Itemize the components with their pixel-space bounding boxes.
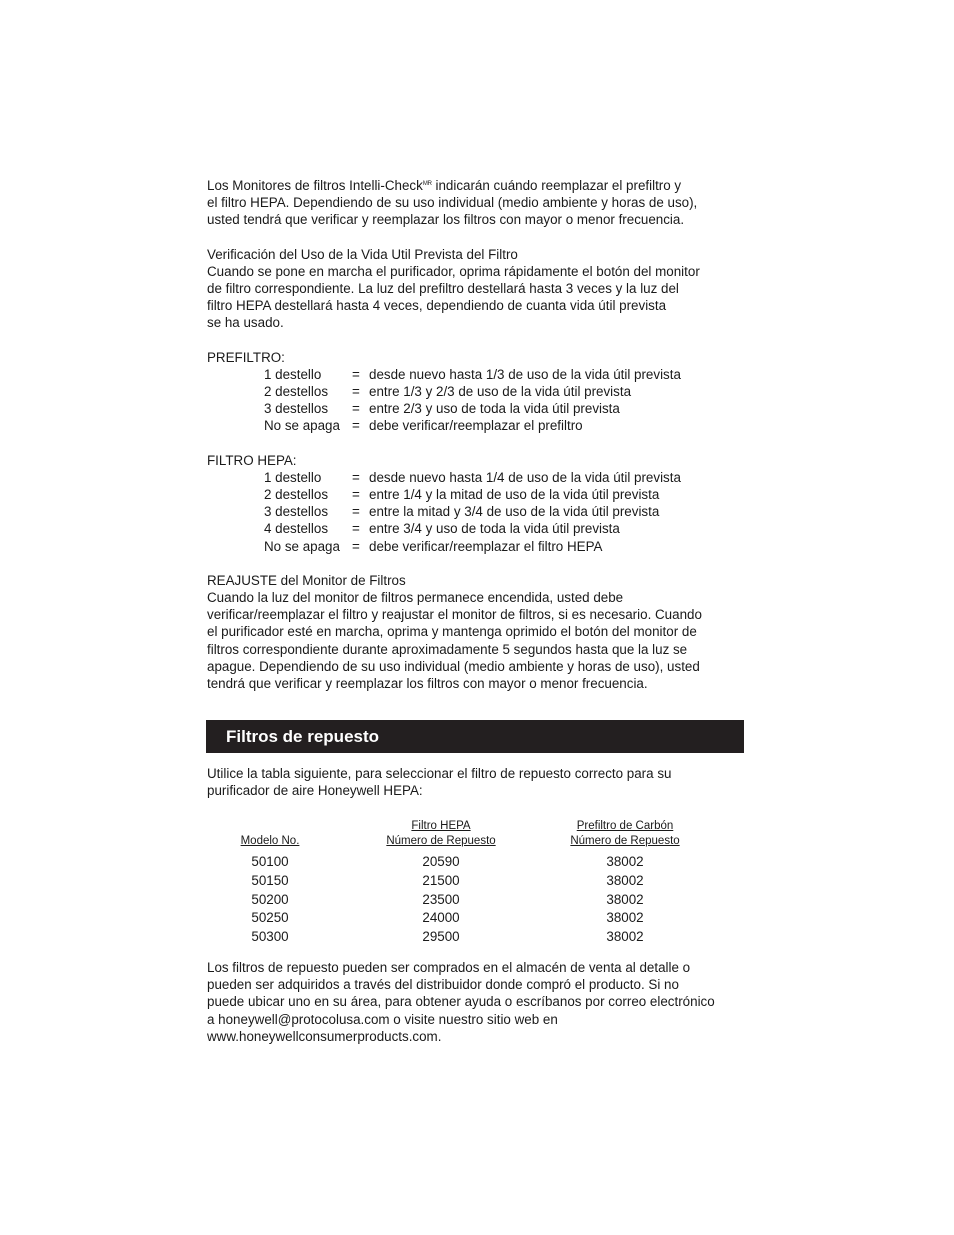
flash-meaning: debe verificar/reemplazar el prefiltro (369, 418, 583, 434)
purchase-info (207, 959, 747, 1045)
prefilter-section (207, 349, 747, 435)
flash-meaning: desde nuevo hasta 1/3 de uso de la vida útil prevista (369, 366, 681, 382)
model-cell: 50100 (251, 854, 289, 869)
header-line-2: Número de Repuesto (570, 835, 680, 847)
table-row (215, 872, 693, 891)
equals-sign: = (352, 418, 360, 434)
intro-paragraph (207, 176, 747, 229)
column-header-prefilter (557, 819, 693, 853)
replacement-intro-line: Utilice la tabla siguiente, para seleccionar el filtro de repuesto correcto para su (207, 766, 672, 781)
intro-line-3: usted tendrá que verificar y reemplazar los filtros con mayor o menor frecuencia. (207, 212, 685, 228)
model-cell: 50300 (251, 929, 289, 945)
flash-row (207, 503, 747, 520)
section-title: Filtros de repuesto (226, 727, 380, 746)
flash-meaning: entre 2/3 y uso de toda la vida útil prevista (369, 401, 620, 417)
reset-line: apague. Dependiendo de su uso individual (medio ambiente y horas de uso), usted (207, 658, 700, 674)
model-cell: 50200 (251, 891, 289, 907)
verification-line: filtro HEPA destellará hasta 4 veces, dependiendo de cuanta vida útil prevista (207, 298, 667, 314)
flash-meaning: entre 1/4 y la mitad de uso de la vida útil prevista (369, 486, 660, 502)
flash-row (207, 366, 747, 383)
intro-text-start: Los Monitores de filtros Intelli-Check (207, 178, 423, 193)
prefilter-cell: 38002 (606, 929, 644, 945)
flash-meaning: entre la mitad y 3/4 de uso de la vida útil prevista (369, 504, 660, 520)
purchase-info-line: puede ubicar uno en su área, para obtener ayuda o escríbanos por correo electrónico (207, 994, 715, 1010)
verification-section (207, 246, 747, 332)
reset-section (207, 572, 747, 692)
prefilter-flash-list (207, 366, 747, 435)
table-row (215, 891, 693, 910)
prefilter-cell: 38002 (606, 910, 644, 926)
hepa-cell: 23500 (422, 891, 460, 907)
replacement-intro-line: purificador de aire Honeywell HEPA: (207, 783, 423, 799)
flash-count: 2 destellos (264, 384, 329, 400)
column-header-hepa (325, 819, 557, 853)
flash-count: 1 destello (264, 366, 322, 382)
reset-line: Cuando la luz del monitor de filtros permanece encendida, usted debe (207, 589, 624, 605)
reset-line: tendrá que verificar y reemplazar los filtros con mayor o menor frecuencia. (207, 675, 648, 691)
equals-sign: = (352, 521, 360, 537)
equals-sign: = (352, 469, 360, 485)
equals-sign: = (352, 504, 360, 520)
flash-meaning: debe verificar/reemplazar el filtro HEPA (369, 538, 603, 554)
purchase-info-line: a honeywell@protocolusa.com o visite nuestro sitio web en (207, 1011, 558, 1027)
hepa-section (207, 452, 747, 555)
header-line-2: Número de Repuesto (386, 835, 496, 847)
flash-row (207, 486, 747, 503)
purchase-info-line: www.honeywellconsumerproducts.com. (207, 1028, 442, 1044)
flash-count: No se apaga (264, 538, 340, 554)
equals-sign: = (352, 538, 360, 554)
flash-count: No se apaga (264, 418, 340, 434)
flash-row (207, 538, 747, 555)
trademark-mark: MR (422, 181, 432, 187)
purchase-info-line: pueden ser adquiridos a través del distribuidor donde compró el producto. Si no (207, 977, 679, 993)
hepa-cell: 29500 (422, 929, 460, 945)
model-cell: 50250 (251, 910, 289, 926)
equals-sign: = (352, 401, 360, 417)
section-header-bar (206, 720, 744, 753)
flash-count: 4 destellos (264, 521, 329, 537)
reset-heading: REAJUSTE del Monitor de Filtros (207, 572, 406, 588)
reset-line: el purificador esté en marcha, oprima y mantenga oprimido el botón del monitor de (207, 624, 697, 640)
model-cell: 50150 (251, 872, 289, 888)
reset-line: verificar/reemplazar el filtro y reajustar el monitor de filtros, si es necesario. Cuando (207, 607, 702, 623)
table-header-row (215, 819, 693, 853)
prefilter-cell: 38002 (606, 854, 644, 869)
main-text (207, 176, 747, 709)
header-line-1: Prefiltro de Carbón (576, 820, 674, 832)
flash-row (207, 417, 747, 434)
flash-meaning: desde nuevo hasta 1/4 de uso de la vida útil prevista (369, 469, 681, 485)
replacement-intro (207, 765, 727, 799)
header-line-1: Filtro HEPA (411, 820, 471, 832)
header-line-2: Modelo No. (240, 835, 300, 847)
reset-line: filtros correspondiente durante aproximadamente 5 segundos hasta que la luz se (207, 641, 688, 657)
prefilter-cell: 38002 (606, 872, 644, 888)
flash-row (207, 469, 747, 486)
purchase-info-line: Los filtros de repuesto pueden ser comprados en el almacén de venta al detalle o (207, 960, 691, 975)
prefilter-label: PREFILTRO: (207, 349, 285, 365)
flash-meaning: entre 3/4 y uso de toda la vida útil prevista (369, 521, 620, 537)
equals-sign: = (352, 486, 360, 502)
intro-text-end: indicarán cuándo reemplazar el prefiltro y (431, 178, 682, 193)
replacement-parts-table (215, 819, 693, 947)
verification-line: Cuando se pone en marcha el purificador, oprima rápidamente el botón del monitor (207, 263, 700, 279)
flash-count: 3 destellos (264, 504, 329, 520)
hepa-flash-list (207, 469, 747, 555)
table-row (215, 909, 693, 928)
intro-line-2: el filtro HEPA. Dependiendo de su uso individual (medio ambiente y horas de uso), (207, 195, 698, 211)
table-row (215, 928, 693, 947)
hepa-label: FILTRO HEPA: (207, 452, 297, 468)
equals-sign: = (352, 384, 360, 400)
flash-row (207, 400, 747, 417)
flash-count: 2 destellos (264, 486, 329, 502)
hepa-cell: 24000 (422, 910, 460, 926)
flash-row (207, 383, 747, 400)
equals-sign: = (352, 366, 360, 382)
hepa-cell: 21500 (422, 872, 460, 888)
table-row (215, 853, 693, 872)
verification-line: de filtro correspondiente. La luz del prefiltro destellará hasta 3 veces y la luz del (207, 281, 679, 297)
verification-line: se ha usado. (207, 315, 284, 331)
flash-meaning: entre 1/3 y 2/3 de uso de la vida útil prevista (369, 384, 632, 400)
flash-row (207, 520, 747, 537)
flash-count: 1 destello (264, 469, 322, 485)
flash-count: 3 destellos (264, 401, 329, 417)
hepa-cell: 20590 (422, 854, 460, 869)
verification-heading: Verificación del Uso de la Vida Util Prevista del Filtro (207, 246, 518, 262)
intro-line-1 (207, 176, 747, 194)
prefilter-cell: 38002 (606, 891, 644, 907)
column-header-model (215, 819, 325, 853)
